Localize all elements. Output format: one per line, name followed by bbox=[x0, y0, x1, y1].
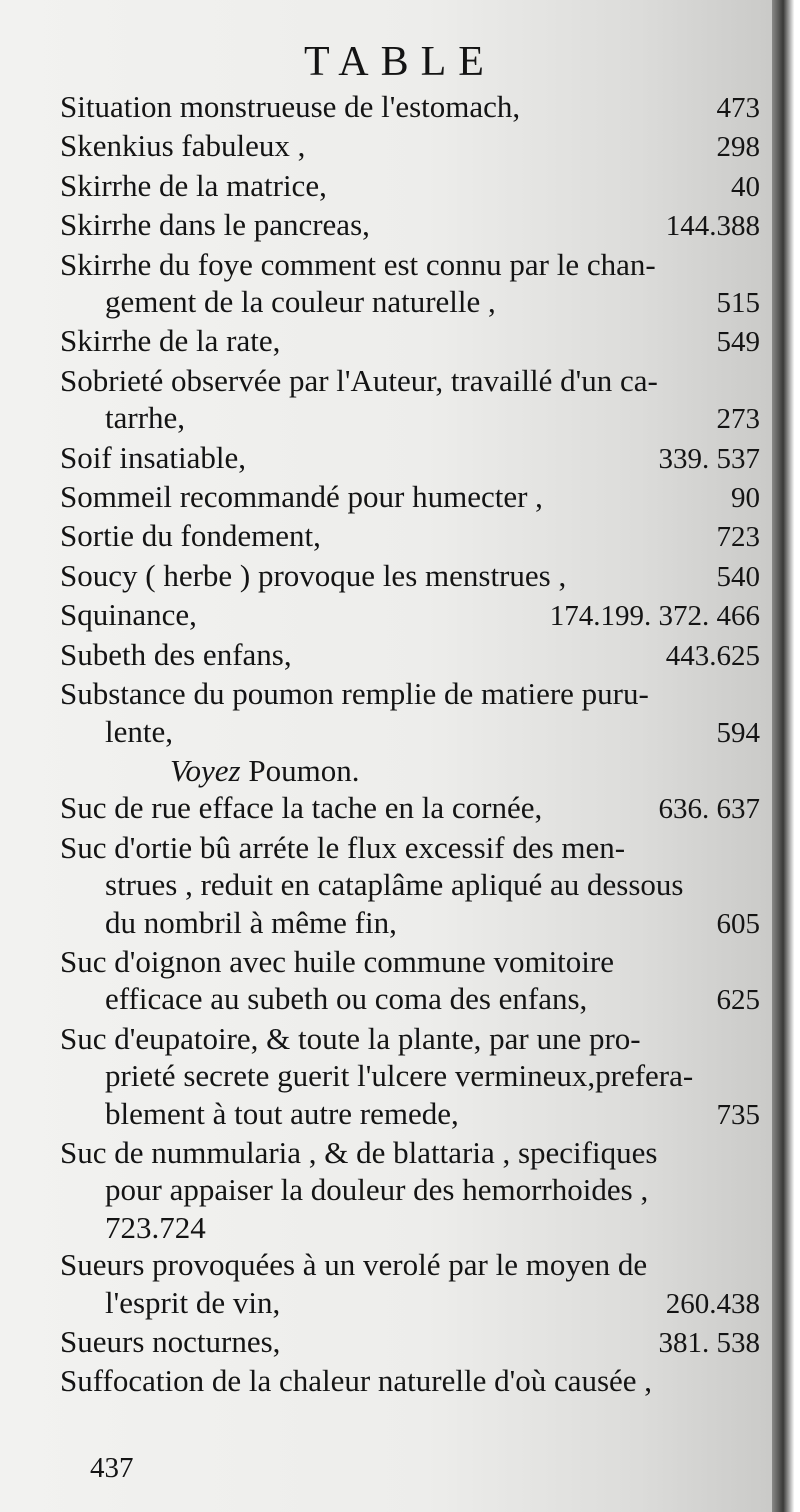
entry-text: Squinance, bbox=[60, 597, 197, 633]
entry-text: Soif insatiable, bbox=[60, 439, 246, 475]
entry-text: 723.724 bbox=[105, 1209, 206, 1245]
page-reference: 273 bbox=[716, 403, 760, 436]
entry-text: Sobrieté observée par l'Auteur, travaillé d'un ca- bbox=[60, 362, 658, 398]
index-entry bbox=[60, 829, 760, 943]
see-label: Voyez bbox=[170, 752, 241, 788]
entry-text: Suffocation de la chaleur naturelle d'où causée , bbox=[60, 1363, 653, 1399]
index-entry bbox=[60, 675, 760, 752]
entry-text: Sommeil recommandé pour humecter , bbox=[60, 479, 543, 515]
index-entry bbox=[60, 439, 760, 478]
cross-reference bbox=[60, 752, 760, 789]
entry-text: Substance du poumon remplie de matiere puru- bbox=[60, 676, 649, 712]
entry-text: pour appaiser la douleur des hemorrhoides , bbox=[105, 1172, 649, 1208]
entry-text: Suc d'eupatoire, & toute la plante, par une pro- bbox=[60, 1020, 641, 1056]
entry-text: Situation monstrueuse de l'estomach, bbox=[60, 89, 521, 124]
index-entry bbox=[60, 636, 760, 675]
entry-text: strues , reduit en cataplâme apliqué au dessous bbox=[105, 867, 684, 903]
entry-text: Suc de rue efface la tache en la cornée, bbox=[60, 790, 543, 826]
page-reference: 298 bbox=[716, 131, 760, 164]
entry-text: Sueurs nocturnes, bbox=[60, 1324, 281, 1359]
page-reference: 735 bbox=[716, 1098, 760, 1131]
index-entry bbox=[60, 789, 760, 828]
page-reference: 540 bbox=[716, 560, 760, 593]
entry-text: l'esprit de vin, bbox=[105, 1284, 281, 1320]
entry-text: Subeth des enfans, bbox=[60, 636, 292, 672]
page-reference: 260.438 bbox=[665, 1287, 760, 1320]
index-entry bbox=[60, 1134, 760, 1246]
index-entry bbox=[60, 517, 760, 556]
entry-text: Skirrhe du foye comment est connu par le chan- bbox=[60, 246, 656, 282]
page-reference: 636. 637 bbox=[658, 793, 760, 826]
entry-text: Skirrhe de la rate, bbox=[60, 323, 281, 359]
index-entry bbox=[60, 167, 760, 206]
index-entry bbox=[60, 1362, 760, 1399]
entry-text: Sortie du fondement, bbox=[60, 518, 321, 554]
page-reference: 723 bbox=[716, 521, 760, 554]
entry-text: Sueurs provoquées à un verolé par le moyen de bbox=[60, 1247, 648, 1283]
page-reference: 144.388 bbox=[665, 210, 760, 243]
page-reference: 605 bbox=[716, 907, 760, 940]
page-reference: 381. 538 bbox=[658, 1327, 760, 1359]
page-reference: 625 bbox=[716, 984, 760, 1017]
entry-text: Suc de nummularia , & de blattaria , specifiques bbox=[60, 1134, 658, 1170]
page-heading: TABLE bbox=[304, 39, 496, 85]
page-reference: 90 bbox=[731, 482, 760, 515]
index-entry bbox=[60, 362, 760, 439]
index-entry bbox=[60, 557, 760, 596]
index-entry bbox=[60, 127, 760, 166]
index-entry bbox=[60, 88, 760, 127]
entry-text: tarrhe, bbox=[105, 400, 186, 436]
entry-text: lente, bbox=[105, 713, 173, 749]
page-reference: 443.625 bbox=[665, 639, 760, 672]
see-target: Poumon. bbox=[248, 752, 360, 788]
page-reference: 174.199. 372. 466 bbox=[549, 600, 760, 633]
entry-text: du nombril à même fin, bbox=[105, 904, 397, 940]
page-reference: 339. 537 bbox=[658, 442, 760, 475]
entry-text: gement de la couleur naturelle , bbox=[105, 284, 496, 320]
index-entry bbox=[60, 596, 760, 635]
entry-text: efficace au subeth ou coma des enfans, bbox=[105, 981, 588, 1017]
entry-text: prieté secrete guerit l'ulcere vermineux,prefera- bbox=[105, 1058, 694, 1094]
page-number: 437 bbox=[90, 1452, 134, 1484]
entry-text: Soucy ( herbe ) provoque les menstrues , bbox=[60, 557, 567, 593]
index-entry bbox=[60, 246, 760, 323]
index-entry bbox=[60, 943, 760, 1020]
entry-text: Suc d'ortie bû arréte le flux excessif des men- bbox=[60, 829, 626, 865]
index-entries bbox=[60, 88, 760, 1400]
entry-text: Suc d'oignon avec huile commune vomitoire bbox=[60, 943, 614, 979]
index-entry bbox=[60, 1020, 760, 1134]
entry-text: blement à tout autre remede, bbox=[105, 1095, 459, 1131]
entry-text: Skirrhe de la matrice, bbox=[60, 167, 327, 203]
index-entry bbox=[60, 322, 760, 361]
index-entry bbox=[60, 206, 760, 245]
page-reference: 515 bbox=[716, 287, 760, 320]
entry-text: Skirrhe dans le pancreas, bbox=[60, 207, 370, 243]
page-reference: 594 bbox=[716, 716, 760, 749]
entry-text: Skenkius fabuleux , bbox=[60, 128, 306, 164]
index-entry bbox=[60, 1246, 760, 1323]
page-edge-shadow bbox=[772, 0, 800, 1512]
index-entry bbox=[60, 478, 760, 517]
page-reference: 549 bbox=[716, 326, 760, 359]
index-entry bbox=[60, 1323, 760, 1362]
page-reference: 473 bbox=[716, 92, 760, 124]
page-reference: 40 bbox=[731, 170, 760, 203]
